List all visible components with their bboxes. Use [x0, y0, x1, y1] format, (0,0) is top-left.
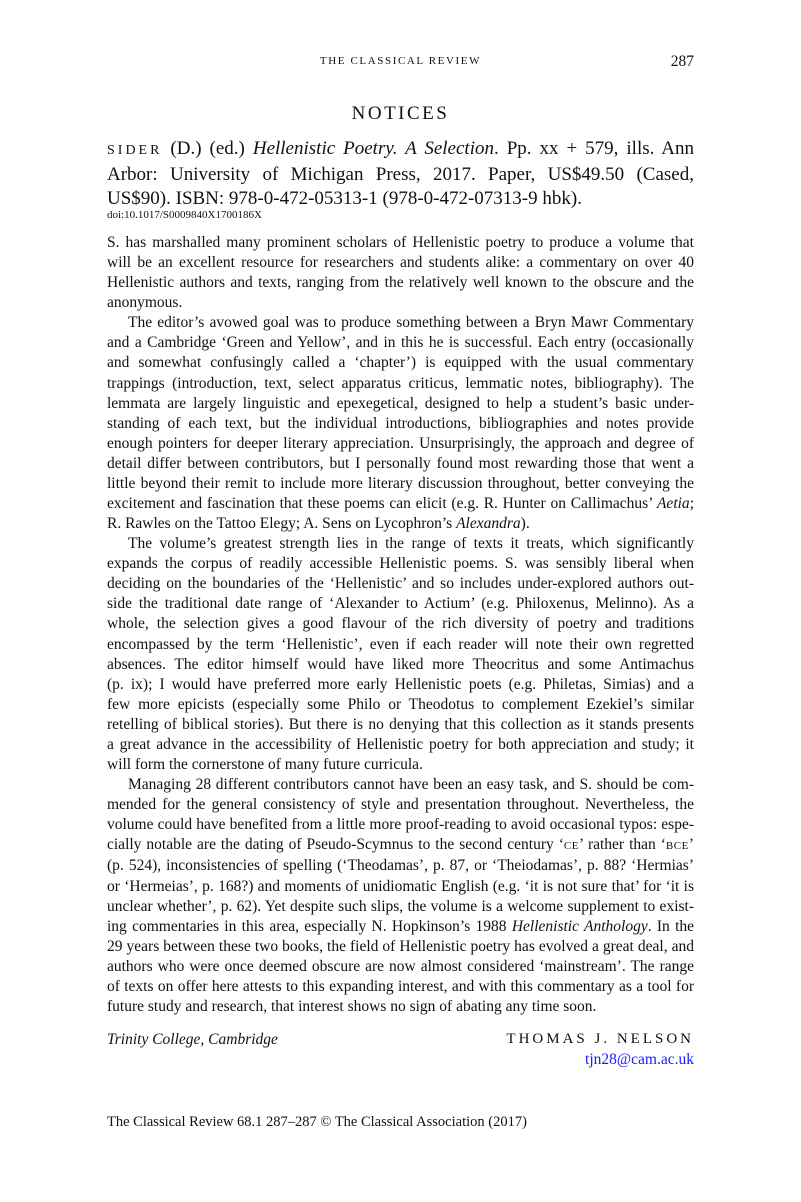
- text-line: [107, 253, 694, 273]
- text-line: [107, 554, 694, 574]
- italic-title: Alexandra: [456, 515, 521, 533]
- text-run: deciding on the boundaries of the ‘Hellenistic’ and so includes under-explored authors out-: [107, 575, 694, 593]
- text-run: little beyond their remit to include more literary discussion throughout, better conveying the: [107, 474, 694, 492]
- text-run: (p. 524), inconsistencies of spelling (‘Theodamas’, p. 87, or ‘Theiodamas’, p. 88? ‘Hermias’: [107, 857, 694, 875]
- text-run: (D.) (ed.): [162, 138, 253, 159]
- text-line: [107, 997, 694, 1017]
- paragraph: [107, 534, 694, 775]
- text-run: side the traditional date range of ‘Alexander to Actium’ (e.g. Philoxenus, Melinno). As a: [107, 595, 694, 613]
- text-run: of texts on offer here attests to this expanding interest, and with this commentary as a tool for: [107, 977, 694, 995]
- text-run: a great advance in the accessibility of Hellenistic poetry for both appreciation and study; it: [107, 735, 694, 753]
- text-line: [107, 514, 694, 534]
- text-run: will be an excellent resource for researchers and students alike: a commentary on over 40: [107, 254, 694, 272]
- page-footer: The Classical Review 68.1 287–287 © The Classical Association (2017): [107, 1114, 527, 1130]
- text-run: future study and research, that interest shows no sign of abating any time soon.: [107, 997, 597, 1015]
- citation-line: [107, 137, 694, 163]
- text-line: [107, 897, 694, 917]
- running-header: THE CLASSICAL REVIEW: [319, 55, 482, 67]
- text-run: excitement and fascination that these poems can elicit (e.g. R. Hunter on Callimachus’: [107, 495, 657, 513]
- text-line: [107, 977, 694, 997]
- text-run: trappings (introduction, text, select apparatus criticus, lemmatic notes, bibliography). The: [107, 374, 694, 392]
- text-run: cially notable are the dating of Pseudo-Scymnus to the second century ‘: [107, 836, 564, 854]
- text-line: [107, 454, 694, 474]
- text-line: [107, 594, 694, 614]
- text-line: [107, 835, 694, 856]
- section-title: NOTICES: [351, 103, 450, 124]
- text-run: detail differ between contributors, but I personally found most rewarding those that went a: [107, 454, 694, 472]
- text-run: volume could have benefited from a little more proof-reading to avoid occasional typos: espe-: [107, 816, 694, 834]
- text-run: and a Cambridge ‘Green and Yellow’, and in this he is successful. Each entry (occasionally: [107, 334, 694, 352]
- text-line: [107, 937, 694, 957]
- text-line: [107, 333, 694, 353]
- paragraph: [107, 313, 694, 534]
- text-line: [107, 293, 694, 313]
- text-run: whole, the selection gives a good flavour of the rich diversity of poetry and traditions: [107, 615, 694, 633]
- text-run: 29 years between these two books, the field of Hellenistic poetry has evolved a great deal, and: [107, 937, 694, 955]
- text-line: [107, 273, 694, 293]
- text-run: . Pp. xx + 579, ills. Ann: [493, 138, 695, 159]
- text-line: [107, 775, 694, 795]
- text-run: mended for the general consistency of style and presentation throughout. Nevertheless, the: [107, 796, 694, 814]
- text-run: expands the corpus of readily accessible Hellenistic poems. S. was sensibly liberal when: [107, 555, 694, 573]
- text-run: or ‘Hermeias’, p. 168?) and moments of unidiomatic English (e.g. ‘it is not sure that’ for ‘it is: [107, 877, 694, 895]
- italic-title: Hellenistic Anthology: [511, 917, 648, 935]
- text-line: [107, 675, 694, 695]
- italic-title: Aetia: [656, 495, 690, 513]
- text-run: few more epicists (especially some Philo or Theodotus to complement Ezekiel’s similar: [107, 695, 694, 713]
- reviewer-email-link[interactable]: tjn28@cam.ac.uk: [585, 1051, 694, 1068]
- text-line: [107, 795, 694, 815]
- text-run: ing commentaries in this area, especially N. Hopkinson’s 1988: [107, 917, 512, 935]
- text-line: [107, 374, 694, 394]
- text-run: lemmata are largely linguistic and epexegetical, designed to help a student’s basic under-: [107, 394, 694, 412]
- text-line: [107, 655, 694, 675]
- text-run: The volume’s greatest strength lies in the range of texts it treats, which significantly: [128, 535, 694, 553]
- text-run: US$90). ISBN: 978-0-472-05313-1 (978-0-472-07313-9 hbk).: [107, 188, 582, 209]
- text-run: The editor’s avowed goal was to produce something between a Bryn Mawr Commentary: [128, 314, 694, 332]
- text-run: ’ rather than ‘: [578, 836, 666, 854]
- text-run: . In the: [647, 917, 695, 935]
- text-run: encompassed by the term ‘Hellenistic’, even if each reader will note their own regretted: [107, 635, 694, 653]
- text-run: S. has marshalled many prominent scholars of Hellenistic poetry to produce a volume that: [107, 234, 694, 251]
- doi[interactable]: doi:10.1017/S0009840X1700186X: [107, 209, 262, 221]
- book-citation: [107, 137, 694, 211]
- text-line: [107, 917, 694, 937]
- text-line: [107, 635, 694, 655]
- text-line: [107, 715, 694, 735]
- text-line: [107, 614, 694, 634]
- text-line: [107, 313, 694, 333]
- small-caps-text: BCE: [665, 840, 689, 853]
- text-line: [107, 474, 694, 494]
- text-line: [107, 494, 694, 514]
- text-run: standing of each text, but the individual introductions, bibliographies and notes provide: [107, 414, 694, 432]
- reviewer-affiliation: Trinity College, Cambridge: [107, 1031, 278, 1048]
- text-line: [107, 574, 694, 594]
- author-name: SIDER: [107, 143, 163, 158]
- text-run: (p. ix); I would have preferred more early Hellenistic poets (e.g. Philetas, Simias) and a: [107, 675, 694, 693]
- text-line: [107, 735, 694, 755]
- review-body: [107, 233, 694, 1017]
- text-run: ;: [689, 495, 694, 513]
- reviewer-name: THOMAS J. NELSON: [506, 1031, 694, 1047]
- text-line: [107, 957, 694, 977]
- text-line: [107, 233, 694, 253]
- text-line: [107, 534, 694, 554]
- text-run: ).: [520, 515, 530, 533]
- text-run: unclear whether’, p. 62). Yet despite such slips, the volume is a welcome supplement to exist-: [107, 897, 694, 915]
- text-run: R. Rawles on the Tattoo Elegy; A. Sens on Lycophron’s: [107, 515, 457, 533]
- text-run: Arbor: University of Michigan Press, 2017. Paper, US$49.50 (Cased,: [107, 164, 694, 185]
- text-line: [107, 877, 694, 897]
- text-run: retelling of biblical stories). But there is no denying that this collection as it stands presents: [107, 715, 694, 733]
- text-line: [107, 815, 694, 835]
- paragraph: [107, 775, 694, 1017]
- text-line: [107, 394, 694, 414]
- small-caps-text: CE: [563, 840, 579, 853]
- text-line: [107, 856, 694, 876]
- text-line: [107, 695, 694, 715]
- paragraph: [107, 233, 694, 313]
- citation-line: [107, 163, 694, 187]
- text-run: absences. The editor himself would have liked more Theocritus and some Antimachus: [107, 655, 694, 673]
- text-run: enough pointers for deeper literary appreciation. Unsurprisingly, the approach and degree of: [107, 434, 694, 452]
- text-line: [107, 755, 694, 775]
- text-line: [107, 414, 694, 434]
- text-run: Managing 28 different contributors cannot have been an easy task, and S. should be com-: [128, 776, 694, 794]
- text-run: ’: [688, 836, 694, 854]
- text-run: anonymous.: [107, 294, 183, 312]
- italic-title: Hellenistic Poetry. A Selection: [252, 138, 494, 159]
- text-run: will form the cornerstone of many future curricula.: [107, 756, 423, 774]
- text-line: [107, 353, 694, 373]
- text-run: authors who were once deemed obscure are now almost considered ‘mainstream’. The range: [107, 957, 694, 975]
- text-line: [107, 434, 694, 454]
- citation-line: [107, 187, 694, 211]
- text-run: Hellenistic authors and texts, ranging from the relatively well known to the obscure and the: [107, 274, 694, 292]
- page-number: 287: [670, 53, 694, 70]
- text-run: and somewhat confusingly called a ‘chapter’) is equipped with the usual commentary: [107, 354, 694, 372]
